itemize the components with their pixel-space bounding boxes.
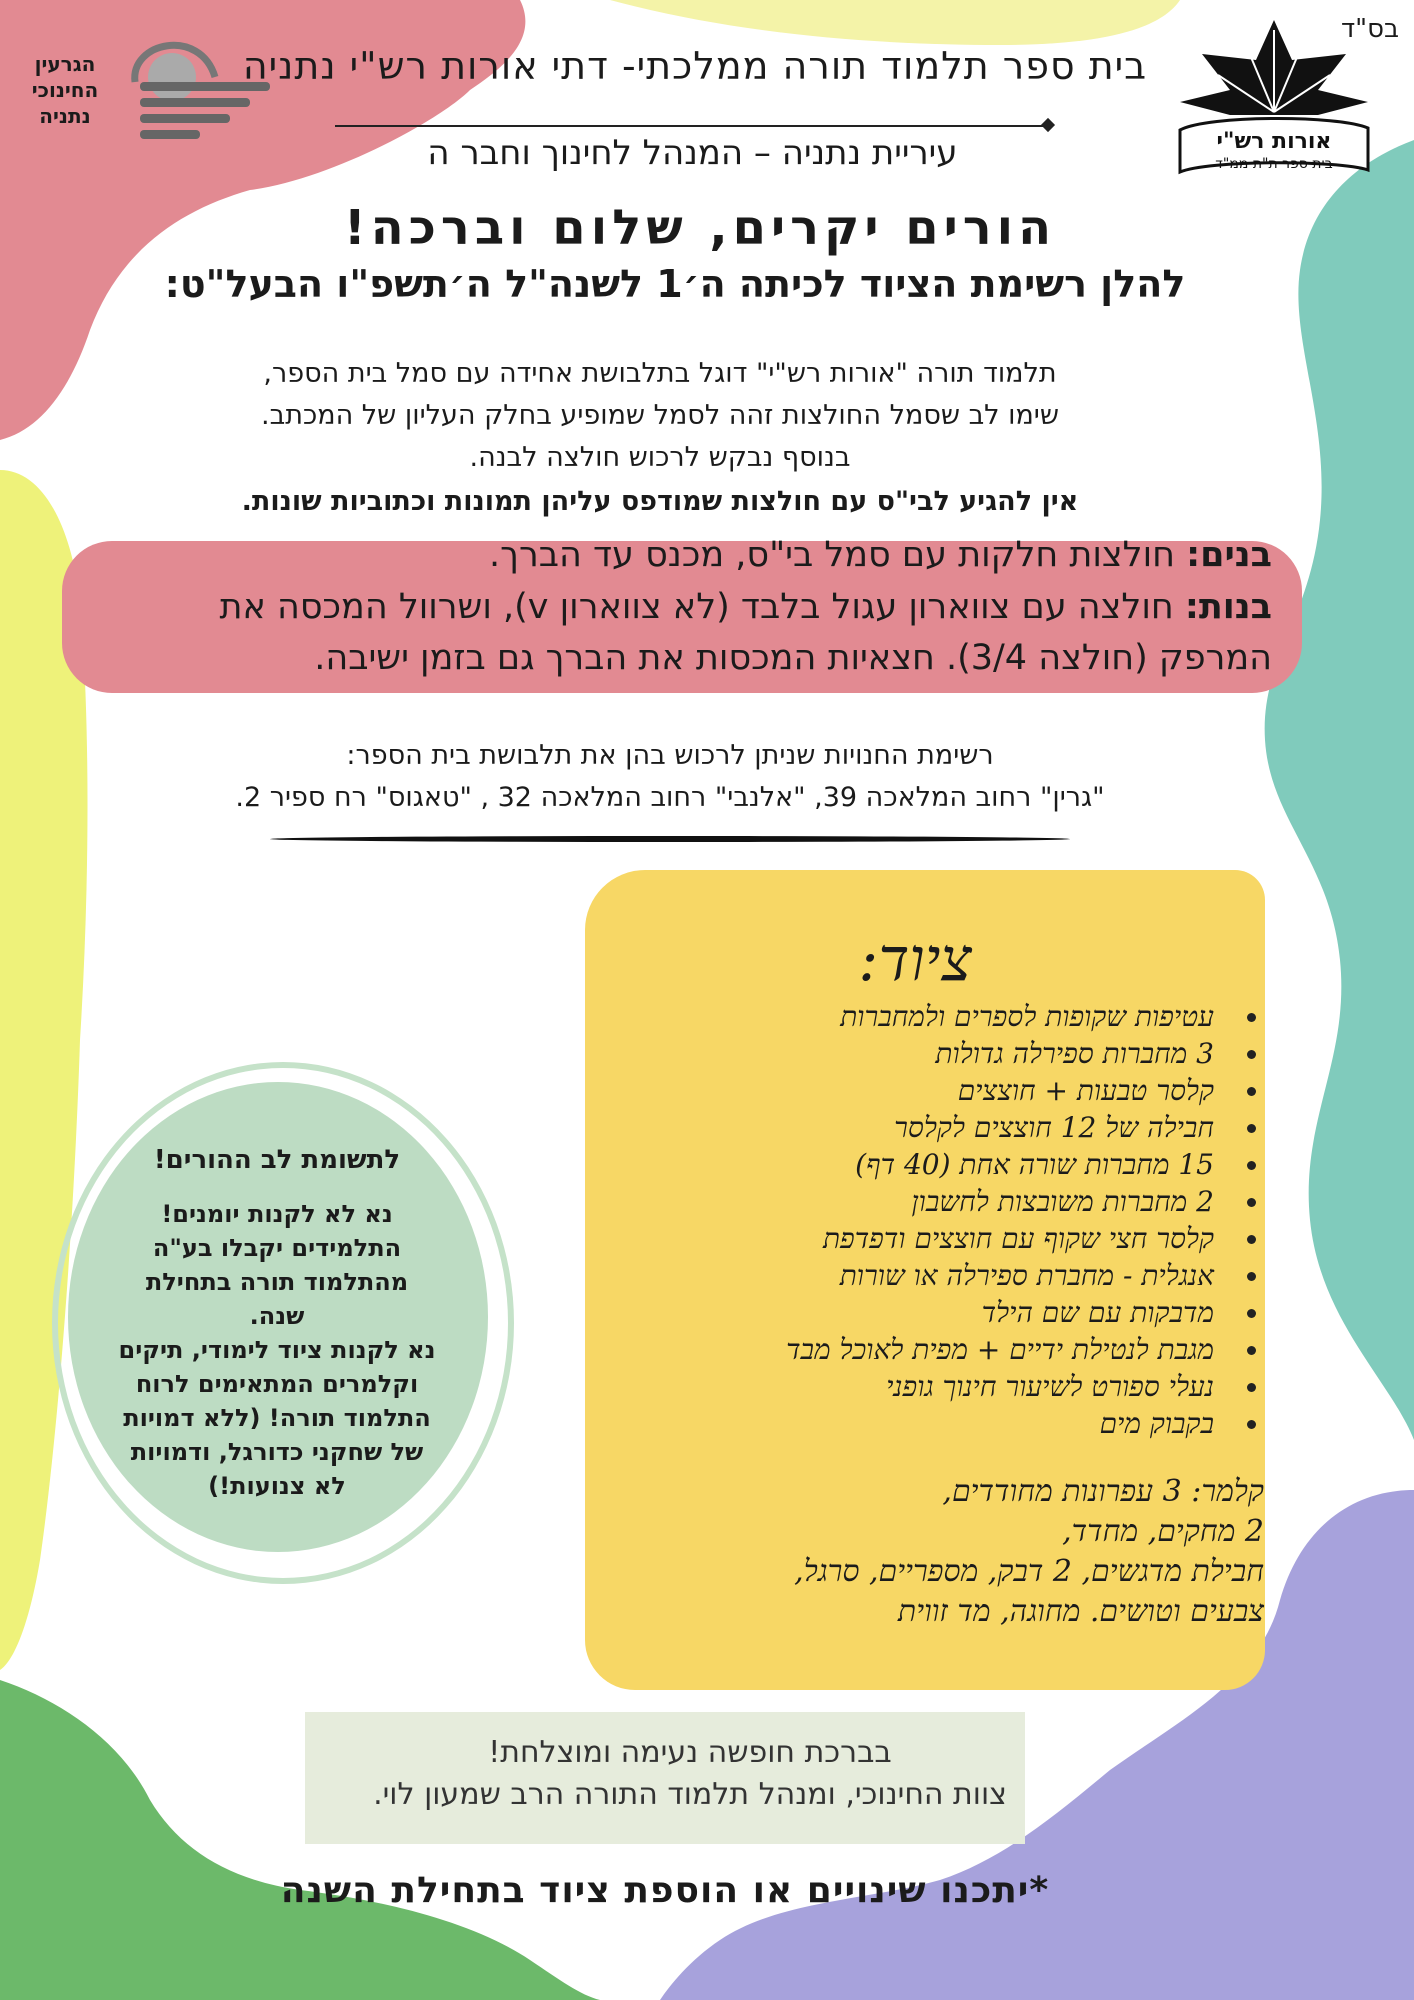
pale-yellow-blob-top <box>610 0 1180 45</box>
pencil-case-line-3: חבילת מדגשים, 2 דבק, מספריים, סרגל, <box>794 1554 1264 1589</box>
parents-note-line-6: וקלמרים המתאימים לרוח <box>135 1370 419 1398</box>
parents-note-line-8: של שחקני כדורגל, ודמויות <box>130 1438 424 1466</box>
girls-label: בנות: <box>1184 587 1272 627</box>
bullet-icon <box>1247 1013 1256 1022</box>
stores-title: רשימת החנויות שניתן לרכוש בהן את תלבושת בית הספר: <box>346 740 994 771</box>
section-divider <box>270 836 1070 842</box>
stores-list: "גרין" רחוב המלאכה 39, "אלנבי" רחוב המלאכה 32 , "טאגוס" רח ספיר 2. <box>235 782 1105 813</box>
parents-note-line-2: התלמידים יקבלו בע"ה <box>152 1234 402 1262</box>
pencil-case-line-4: צבעים וטושים. מחוגה, מד זווית <box>897 1594 1264 1629</box>
pencil-case-line-1: קלמר: 3 עפרונות מחודדים, <box>942 1474 1264 1509</box>
list-item: קלסר חצי שקוף עם חוצצים ודפדפת <box>596 1220 1256 1257</box>
list-item: חבילה של 12 חוצצים לקלסר <box>596 1109 1256 1146</box>
logo-title: אורות רש"י <box>1216 129 1332 154</box>
bullet-icon <box>1247 1235 1256 1244</box>
boys-dress-code <box>42 533 1272 579</box>
bullet-icon <box>1247 1309 1256 1318</box>
municipality-line: עיריית נתניה – המנהל לחינוך וחבר ה <box>427 133 958 173</box>
bullet-icon <box>1247 1272 1256 1281</box>
intro-line-3: בנוסף נבקש לרכוש חולצה לבנה. <box>469 442 851 473</box>
closing-line-2: צוות החינוכי, ומנהל תלמוד התורה הרב שמעון לוי. <box>373 1777 1007 1812</box>
garin-logo-line-2: החינוכי <box>31 78 99 102</box>
parents-note-line-1: נא לא לקנות יומנים! <box>161 1200 393 1228</box>
bullet-icon <box>1247 1050 1256 1059</box>
header-divider <box>335 125 1050 127</box>
equipment-title: ציוד: <box>858 925 972 995</box>
garin-logo-line-3: נתניה <box>39 104 91 128</box>
equipment-list <box>596 998 1256 1442</box>
bullet-icon <box>1247 1198 1256 1207</box>
equipment-list-subtitle: להלן רשימת הציוד לכיתה ה׳1 לשנה"ל ה׳תשפ"ו הבעל"ט: <box>164 262 1186 306</box>
list-item: מגבת לנטילת ידיים + מפית לאוכל מבד <box>596 1331 1256 1368</box>
list-item: נעלי ספורט לשיעור חינוך גופני <box>596 1368 1256 1405</box>
list-item: קלסר טבעות + חוצצים <box>596 1072 1256 1109</box>
girls-dress-code <box>42 585 1272 631</box>
school-logo <box>1168 20 1380 178</box>
teal-blob-right <box>1265 140 1414 1440</box>
parents-note-line-7: התלמוד תורה! (ללא דמויות <box>123 1404 431 1432</box>
footnote: *יתכנו שינויים או הוספת ציוד בתחילת השנה <box>280 1870 1050 1911</box>
intro-line-1: תלמוד תורה "אורות רש"י" דוגל בתלבושת אחידה עם סמל בית הספר, <box>263 358 1057 389</box>
school-name: בית ספר תלמוד תורה ממלכתי- דתי אורות רש"י נתניה <box>242 44 1148 88</box>
logo-subtitle: בית ספר ת"ת ממ"ד <box>1215 156 1333 172</box>
parents-note-line-4: שנה. <box>249 1302 305 1330</box>
bullet-icon <box>1247 1124 1256 1133</box>
bullet-icon <box>1247 1383 1256 1392</box>
bullet-icon <box>1247 1161 1256 1170</box>
bsd-marker: בס"ד <box>1340 14 1400 44</box>
list-item: מדבקות עם שם הילד <box>596 1294 1256 1331</box>
list-item: 3 מחברות ספירלה גדולות <box>596 1035 1256 1072</box>
list-item: בקבוק מים <box>596 1405 1256 1442</box>
intro-line-4: אין להגיע לבי"ס עם חולצות שמודפס עליהן תמונות וכתוביות שונות. <box>241 486 1079 517</box>
bullet-icon <box>1247 1420 1256 1429</box>
greeting-title: הורים יקרים, שלום וברכה! <box>343 200 1057 256</box>
list-item: עטיפות שקופות לספרים ולמחברות <box>596 998 1256 1035</box>
intro-line-2: שימו לב שסמל החולצות זהה לסמל שמופיע בחלק העליון של המכתב. <box>261 400 1059 431</box>
closing-line-1: בברכת חופשה נעימה ומוצלחת! <box>488 1735 892 1770</box>
star-logo-icon <box>1168 20 1380 178</box>
list-item: 15 מחברות שורה אחת (40 דף) <box>596 1146 1256 1183</box>
bullet-icon <box>1247 1087 1256 1096</box>
garin-logo-line-1: הגרעין <box>34 52 96 76</box>
parents-note-line-9: לא צנועות!) <box>208 1472 346 1500</box>
parents-note-line-3: מהתלמוד תורה בתחילת <box>145 1268 409 1296</box>
bullet-icon <box>1247 1346 1256 1355</box>
pencil-case-line-2: 2 מחקים, מחדד, <box>1062 1514 1264 1549</box>
girls-dress-code-cont: המרפק (חולצה 3/4). חצאיות המכסות את הברך גם בזמן ישיבה. <box>314 638 1272 678</box>
boys-label: בנים: <box>1186 535 1272 575</box>
girls-text: חולצה עם צווארון עגול בלבד (לא צווארון v), ושרוול המכסה את <box>219 587 1174 627</box>
list-item: אנגלית - מחברת ספירלה או שורות <box>596 1257 1256 1294</box>
boys-text: חולצות חלקות עם סמל בי"ס, מכנס עד הברך. <box>489 535 1175 575</box>
parents-note-title: לתשומת לב ההורים! <box>153 1145 401 1175</box>
parents-note-line-5: נא לקנות ציוד לימודי, תיקים <box>118 1336 436 1364</box>
list-item: 2 מחברות משובצות לחשבון <box>596 1183 1256 1220</box>
